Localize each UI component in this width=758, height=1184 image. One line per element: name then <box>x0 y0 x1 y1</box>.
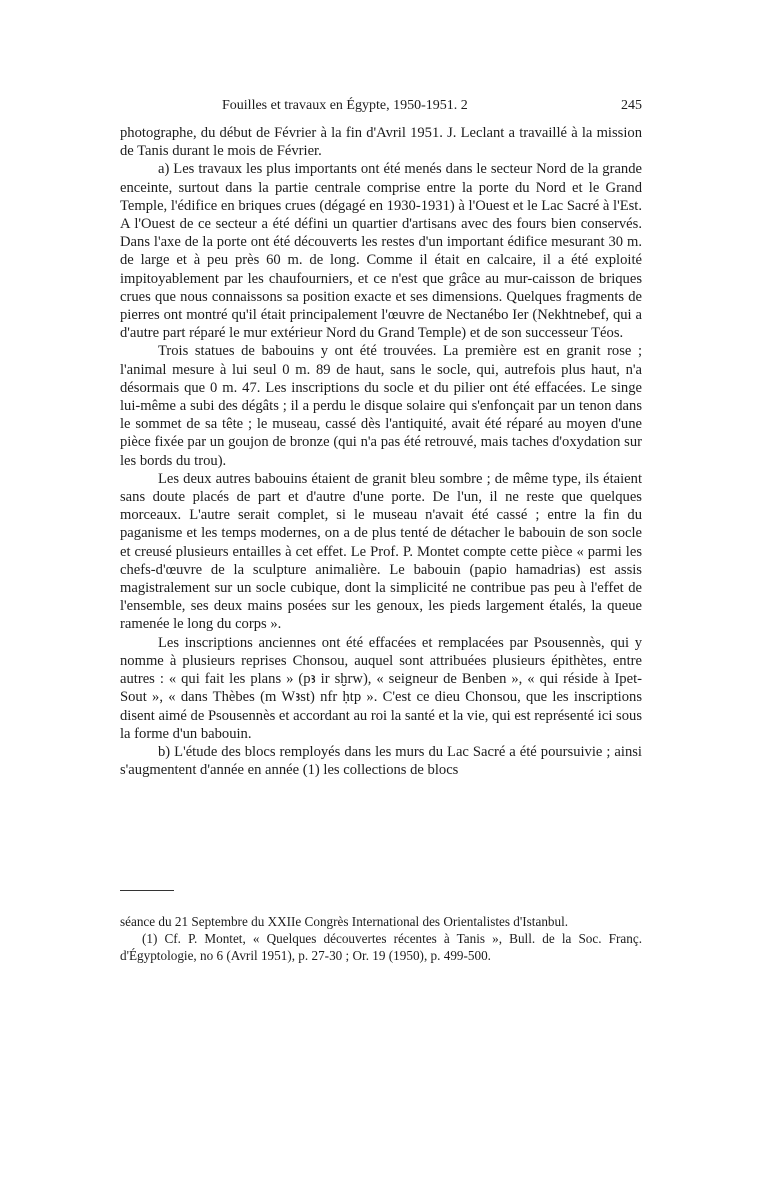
footnote-divider <box>120 890 174 891</box>
footnote-continuation: séance du 21 Septembre du XXIIe Congrès International des Orientalistes d'Istanbul. <box>120 914 569 929</box>
page-number: 245 <box>621 98 642 113</box>
body-text <box>120 124 642 779</box>
paragraph-section-a: a) Les travaux les plus importants ont été menés dans le secteur Nord de la grande enceinte, surtout dans la partie centrale comprise entre la porte du Nord et le Grand Temple, l'édifice en briques crues (dégagé en 1930-1931) à l'Ouest et le Lac Sacré à l'Est. A l'Ouest de ce secteur a été défini un quartier d'artisans avec des fours bien conservés. Dans l'axe de la porte ont été découverts les restes d'un important édifice mesurant 30 m. de large et à peu près 60 m. de long. Comme il était en calcaire, il a été exploité impitoyablement par les chaufourniers, et ce n'est que grâce au mur-caisson de briques crues que nous connaissons sa position exacte et ses dimensions. Quelques fragments de pierres ont montré qu'il était principalement l'œuvre de Nectanébo Ier (Nekhtnebef, qui a d'autre part réparé le mur extérieur Nord du Grand Temple) et de son successeur Téos. <box>120 161 642 342</box>
footnotes <box>120 913 642 964</box>
running-title: Fouilles et travaux en Égypte, 1950-1951. 2 <box>222 98 468 113</box>
paragraph-baboon-statues: Trois statues de babouins y ont été trouvées. La première est en granit rose ; l'animal mesure à lui seul 0 m. 89 de haut, sans le socle, qui, autrefois plus haut, n'a désormais que 0 m. 47. Les inscriptions du socle et du pilier ont été effacées. Le singe lui-même a subi des dégâts ; il a perdu le disque solaire qui s'enfonçait par un tenon dans le sommet de sa tête ; le museau, cassé dès l'antiquité, avait été réparé au moyen d'une pièce fixée par un goujon de bronze (qui n'a pas été retrouvé, mais taches d'oxydation sur les bords du trou). <box>120 343 642 469</box>
page-header <box>120 98 642 118</box>
footnote-1: (1) Cf. P. Montet, « Quelques découvertes récentes à Tanis », Bull. de la Soc. Franç. d'Égyptologie, no 6 (Avril 1951), p. 27-30 ; Or. 19 (1950), p. 499-500. <box>120 931 642 963</box>
paragraph-blue-granite-baboons: Les deux autres babouins étaient de granit bleu sombre ; de même type, ils étaient sans doute placés de part et d'autre d'une porte. De l'un, il ne reste que quelques morceaux. L'autre serait complet, si le museau n'avait été cassé ; entre la fin du paganisme et les temps modernes, on a de plus tenté de détacher le babouin de son socle et creusé plusieurs entailles à cet effet. Le Prof. P. Montet compte cette pièce « parmi les chefs-d'œuvre de la sculpture animalière. Le babouin (papio hamadrias) est assis magistralement sur un socle cubique, dont la simplicité ne contribue pas peu à l'effet de l'ensemble, ses deux mains posées sur les genoux, les pieds largement étalés, la queue ramenée le long du corps ». <box>120 470 642 633</box>
paragraph-section-b: b) L'étude des blocs remployés dans les murs du Lac Sacré a été poursuivie ; ainsi s'augmentent d'année en année (1) les collections de blocs <box>120 743 642 779</box>
paragraph-inscriptions: Les inscriptions anciennes ont été effacées et remplacées par Psousennès, qui y nomme à plusieurs reprises Chonsou, auquel sont attribuées plusieurs épithètes, entre autres : « qui fait les plans » (pꜣ ir sḫrw), « seigneur de Benben », « qui réside à Ipet-Sout », « dans Thèbes (m Wꜣst) nfr ḥtp ». C'est ce dieu Chonsou, que les inscriptions disent aimé de Psousennès et accordant au roi la santé et la vie, qui est représenté ici sous la forme d'un babouin. <box>120 634 642 742</box>
paragraph-continuation: photographe, du début de Février à la fin d'Avril 1951. J. Leclant a travaillé à la mission de Tanis durant le mois de Février. <box>120 125 642 160</box>
